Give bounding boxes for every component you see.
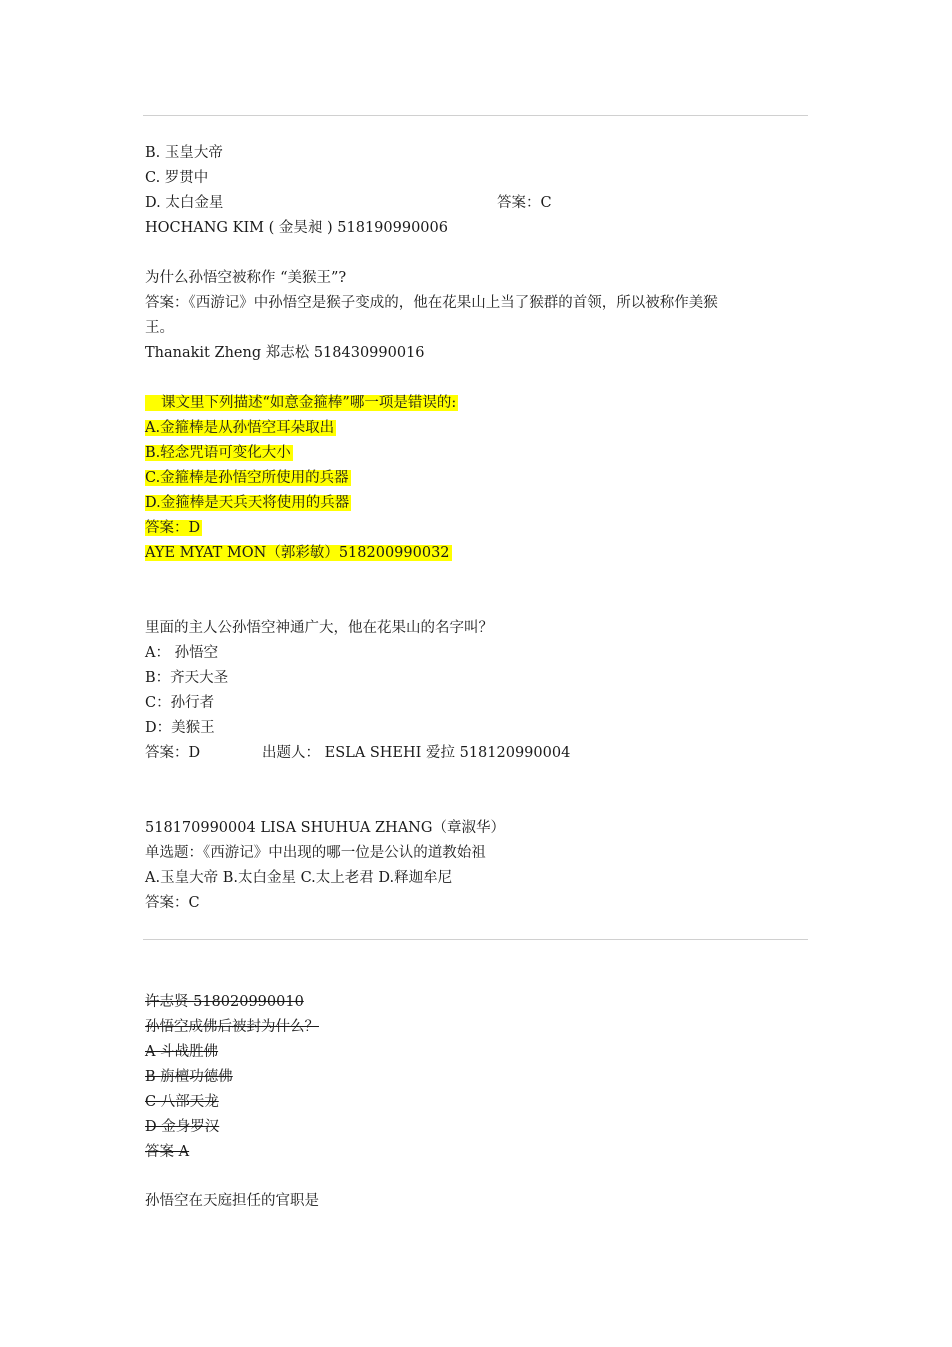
q3-option-b-row: [145, 442, 293, 464]
q4-option-c: C：孙行者: [145, 695, 215, 711]
q5-options: A.玉皇大帝 B.太白金星 C.太上老君 D.释迦牟尼: [145, 870, 453, 886]
q6-option-b: B 旃檀功德佛: [145, 1069, 233, 1085]
q3-option-c-row: [145, 467, 351, 489]
q5-author: 518170990004 LISA SHUHUA ZHANG（章淑华）: [145, 820, 505, 836]
q3-question-row: [145, 392, 458, 414]
q4-option-a: A： 孙悟空: [145, 645, 219, 661]
q4-option-d: D：美猴王: [145, 720, 215, 736]
q3-author: AYE MYAT MON（郭彩敏）518200990032: [145, 545, 450, 561]
q3-answer: 答案：D: [145, 520, 201, 536]
q3-option-b: B.轻念咒语可变化大小: [145, 445, 291, 461]
q2-answer-line2: 王。: [145, 320, 174, 336]
middle-divider: [143, 939, 808, 940]
q3-option-d-row: [145, 492, 351, 514]
q3-option-a-row: [145, 417, 336, 439]
q4-author: 出题人： ESLA SHEHI 爱拉 518120990004: [262, 745, 571, 761]
q3-option-d: D.金箍棒是天兵天将使用的兵器: [145, 495, 350, 511]
q4-question: 里面的主人公孙悟空神通广大，他在花果山的名字叫？: [145, 620, 493, 636]
q2-question: 为什么孙悟空被称作 “美猴王”?: [145, 270, 347, 286]
q6-option-d: D 金身罗汉: [145, 1119, 220, 1135]
q2-answer-line1: 答案：《西游记》中孙悟空是猴子变成的，他在花果山上当了猴群的首领，所以被称作美猴: [145, 295, 718, 311]
q5-question: 单选题：《西游记》中出现的哪一位是公认的道教始祖: [145, 845, 486, 861]
q6-question: 孙悟空成佛后被封为什么？: [145, 1019, 319, 1035]
q1-option-b: B. 玉皇大帝: [145, 145, 223, 161]
q3-option-c: C.金箍棒是孙悟空所使用的兵器: [145, 470, 349, 486]
q3-question: 课文里下列描述“如意金箍棒”哪一项是错误的:: [145, 395, 458, 411]
q7-question: 孙悟空在天庭担任的官职是: [145, 1193, 319, 1209]
q6-author: 许志贤 518020990010: [145, 994, 304, 1010]
q3-answer-row: [145, 517, 202, 539]
q6-option-a: A 斗战胜佛: [145, 1044, 219, 1060]
top-divider: [143, 115, 808, 116]
q4-option-b: B：齐天大圣: [145, 670, 229, 686]
q4-answer: 答案：D: [145, 745, 201, 761]
q2-author: Thanakit Zheng 郑志松 518430990016: [145, 345, 425, 361]
q5-answer: 答案：C: [145, 895, 200, 911]
q6-answer: 答案 A: [145, 1144, 190, 1160]
q1-author: HOCHANG KIM ( 金昊昶 ) 518190990006: [145, 220, 448, 236]
q3-option-a: A.金箍棒是从孙悟空耳朵取出: [145, 420, 335, 436]
q1-option-c: C. 罗贯中: [145, 170, 209, 186]
q1-answer: 答案：C: [497, 195, 552, 211]
q3-author-row: [145, 542, 452, 564]
q6-option-c: C 八部天龙: [145, 1094, 219, 1110]
q1-option-d: D. 太白金星: [145, 195, 224, 211]
